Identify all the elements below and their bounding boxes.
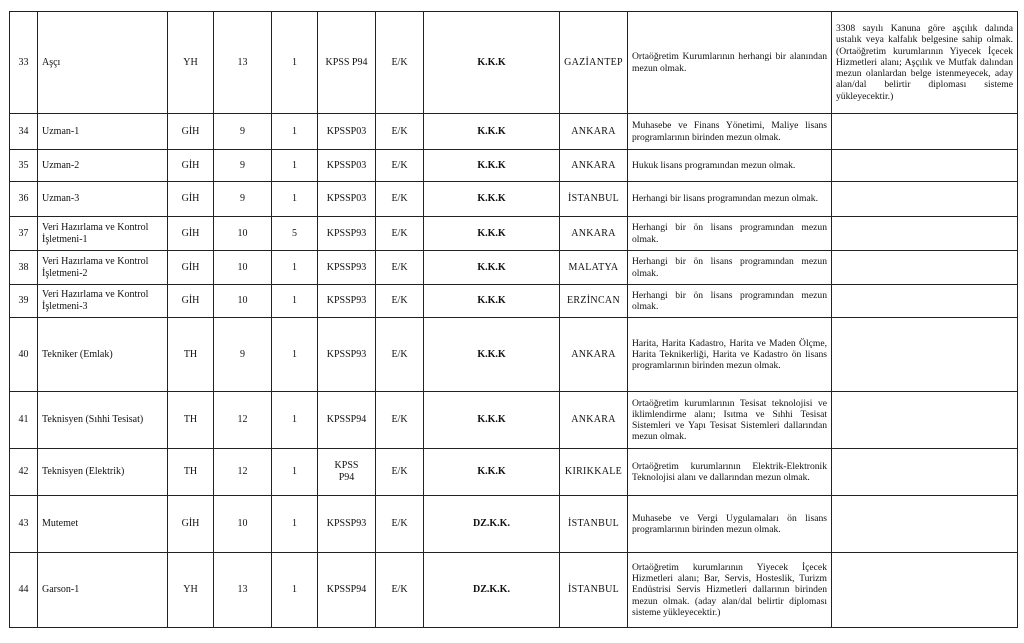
position-count: 1 bbox=[272, 285, 318, 318]
kpss-score-type: KPSS P94 bbox=[318, 449, 376, 496]
table-row bbox=[10, 251, 1018, 285]
service-class: GİH bbox=[168, 182, 214, 217]
gender: E/K bbox=[376, 449, 424, 496]
city: ANKARA bbox=[560, 318, 628, 392]
gender: E/K bbox=[376, 217, 424, 251]
gender: E/K bbox=[376, 553, 424, 628]
position-title: Uzman-3 bbox=[38, 182, 168, 217]
service-class: TH bbox=[168, 392, 214, 449]
gender: E/K bbox=[376, 496, 424, 553]
education-requirement: Muhasebe ve Vergi Uygulamaları ön lisans programlarının birinden mezun olmak. bbox=[628, 496, 832, 553]
table-row bbox=[10, 392, 1018, 449]
unit: K.K.K bbox=[424, 12, 560, 114]
additional-note bbox=[832, 318, 1018, 392]
positions-table bbox=[9, 11, 1018, 628]
position-count: 1 bbox=[272, 318, 318, 392]
service-class: GİH bbox=[168, 496, 214, 553]
table-row bbox=[10, 114, 1018, 150]
kpss-score-type: KPSSP93 bbox=[318, 217, 376, 251]
education-requirement: Ortaöğretim kurumlarının Yiyecek İçecek Hizmetleri alanı; Bar, Servis, Hosteslik, Turizm Endüstrisi Servis Hizmetleri dallarının birinden mezun olmak. (aday alan/dal belirtir diploması sisteme yükleyecektir.) bbox=[628, 553, 832, 628]
service-class: YH bbox=[168, 12, 214, 114]
position-title: Veri Hazırlama ve Kontrol İşletmeni-2 bbox=[38, 251, 168, 285]
education-requirement: Herhangi bir ön lisans programından mezun olmak. bbox=[628, 251, 832, 285]
row-number: 33 bbox=[10, 12, 38, 114]
unit: K.K.K bbox=[424, 150, 560, 182]
kpss-score-type: KPSSP94 bbox=[318, 553, 376, 628]
table-row bbox=[10, 496, 1018, 553]
additional-note bbox=[832, 449, 1018, 496]
unit: K.K.K bbox=[424, 251, 560, 285]
row-number: 34 bbox=[10, 114, 38, 150]
city: ANKARA bbox=[560, 150, 628, 182]
position-title: Teknisyen (Sıhhi Tesisat) bbox=[38, 392, 168, 449]
table-row bbox=[10, 182, 1018, 217]
grade: 10 bbox=[214, 496, 272, 553]
position-count: 1 bbox=[272, 251, 318, 285]
unit: K.K.K bbox=[424, 285, 560, 318]
position-title: Aşçı bbox=[38, 12, 168, 114]
unit: DZ.K.K. bbox=[424, 553, 560, 628]
gender: E/K bbox=[376, 285, 424, 318]
city: İSTANBUL bbox=[560, 553, 628, 628]
additional-note bbox=[832, 251, 1018, 285]
additional-note bbox=[832, 217, 1018, 251]
position-title: Uzman-2 bbox=[38, 150, 168, 182]
kpss-score-type: KPSSP93 bbox=[318, 251, 376, 285]
service-class: TH bbox=[168, 318, 214, 392]
position-title: Veri Hazırlama ve Kontrol İşletmeni-1 bbox=[38, 217, 168, 251]
kpss-score-type: KPSSP03 bbox=[318, 114, 376, 150]
row-number: 40 bbox=[10, 318, 38, 392]
city: İSTANBUL bbox=[560, 496, 628, 553]
city: KIRIKKALE bbox=[560, 449, 628, 496]
education-requirement: Ortaöğretim kurumlarının Elektrik-Elektronik Teknolojisi alanı ve dallarından mezun olmak. bbox=[628, 449, 832, 496]
grade: 9 bbox=[214, 318, 272, 392]
row-number: 41 bbox=[10, 392, 38, 449]
city: GAZİANTEP bbox=[560, 12, 628, 114]
position-count: 1 bbox=[272, 150, 318, 182]
grade: 9 bbox=[214, 150, 272, 182]
kpss-score-type: KPSSP93 bbox=[318, 285, 376, 318]
city: ANKARA bbox=[560, 217, 628, 251]
row-number: 38 bbox=[10, 251, 38, 285]
grade: 10 bbox=[214, 217, 272, 251]
education-requirement: Hukuk lisans programından mezun olmak. bbox=[628, 150, 832, 182]
city: MALATYA bbox=[560, 251, 628, 285]
row-number: 35 bbox=[10, 150, 38, 182]
education-requirement: Ortaöğretim kurumlarının Tesisat teknolojisi ve iklimlendirme alanı; Isıtma ve Sıhhi Tesisat Sistemleri ve Yapı Tesisat Sistemleri dallarından mezun olmak. bbox=[628, 392, 832, 449]
row-number: 37 bbox=[10, 217, 38, 251]
kpss-score-type: KPSS P94 bbox=[318, 12, 376, 114]
row-number: 39 bbox=[10, 285, 38, 318]
row-number: 43 bbox=[10, 496, 38, 553]
additional-note bbox=[832, 496, 1018, 553]
additional-note: 3308 sayılı Kanuna göre aşçılık dalında ustalık veya kalfalık belgesine sahip olmak. (Ortaöğretim kurumlarının Yiyecek İçecek Hizmetleri alanı; Aşçılık ve Mutfak dalından mezun olanlardan belge istenmeyecek, aday alan/dal belirtir diploması sisteme yükleyecektir.) bbox=[832, 12, 1018, 114]
education-requirement: Herhangi bir lisans programından mezun olmak. bbox=[628, 182, 832, 217]
grade: 10 bbox=[214, 285, 272, 318]
position-count: 5 bbox=[272, 217, 318, 251]
additional-note bbox=[832, 285, 1018, 318]
position-title: Veri Hazırlama ve Kontrol İşletmeni-3 bbox=[38, 285, 168, 318]
grade: 13 bbox=[214, 12, 272, 114]
grade: 12 bbox=[214, 392, 272, 449]
additional-note bbox=[832, 392, 1018, 449]
gender: E/K bbox=[376, 150, 424, 182]
gender: E/K bbox=[376, 182, 424, 217]
position-count: 1 bbox=[272, 114, 318, 150]
city: ANKARA bbox=[560, 392, 628, 449]
table-row bbox=[10, 318, 1018, 392]
additional-note bbox=[832, 553, 1018, 628]
position-count: 1 bbox=[272, 553, 318, 628]
service-class: YH bbox=[168, 553, 214, 628]
table-row bbox=[10, 449, 1018, 496]
gender: E/K bbox=[376, 318, 424, 392]
kpss-score-type: KPSSP03 bbox=[318, 150, 376, 182]
row-number: 36 bbox=[10, 182, 38, 217]
unit: K.K.K bbox=[424, 217, 560, 251]
grade: 12 bbox=[214, 449, 272, 496]
service-class: GİH bbox=[168, 150, 214, 182]
position-count: 1 bbox=[272, 12, 318, 114]
kpss-score-type: KPSSP94 bbox=[318, 392, 376, 449]
education-requirement: Ortaöğretim Kurumlarının herhangi bir alanından mezun olmak. bbox=[628, 12, 832, 114]
unit: K.K.K bbox=[424, 114, 560, 150]
grade: 10 bbox=[214, 251, 272, 285]
position-title: Teknisyen (Elektrik) bbox=[38, 449, 168, 496]
table-row bbox=[10, 150, 1018, 182]
education-requirement: Herhangi bir ön lisans programından mezun olmak. bbox=[628, 285, 832, 318]
gender: E/K bbox=[376, 12, 424, 114]
unit: K.K.K bbox=[424, 318, 560, 392]
city: İSTANBUL bbox=[560, 182, 628, 217]
education-requirement: Harita, Harita Kadastro, Harita ve Maden Ölçme, Harita Teknikerliği, Harita ve Kadastro ön lisans programlarının birinden mezun olmak. bbox=[628, 318, 832, 392]
position-title: Tekniker (Emlak) bbox=[38, 318, 168, 392]
unit: K.K.K bbox=[424, 182, 560, 217]
gender: E/K bbox=[376, 114, 424, 150]
position-count: 1 bbox=[272, 496, 318, 553]
table-row bbox=[10, 217, 1018, 251]
table-row bbox=[10, 285, 1018, 318]
kpss-score-type: KPSSP03 bbox=[318, 182, 376, 217]
additional-note bbox=[832, 150, 1018, 182]
additional-note bbox=[832, 182, 1018, 217]
kpss-score-type: KPSSP93 bbox=[318, 318, 376, 392]
city: ANKARA bbox=[560, 114, 628, 150]
position-count: 1 bbox=[272, 392, 318, 449]
grade: 9 bbox=[214, 114, 272, 150]
service-class: GİH bbox=[168, 217, 214, 251]
service-class: GİH bbox=[168, 285, 214, 318]
service-class: GİH bbox=[168, 114, 214, 150]
table-row bbox=[10, 12, 1018, 114]
unit: K.K.K bbox=[424, 392, 560, 449]
city: ERZİNCAN bbox=[560, 285, 628, 318]
service-class: GİH bbox=[168, 251, 214, 285]
grade: 9 bbox=[214, 182, 272, 217]
service-class: TH bbox=[168, 449, 214, 496]
gender: E/K bbox=[376, 392, 424, 449]
grade: 13 bbox=[214, 553, 272, 628]
additional-note bbox=[832, 114, 1018, 150]
education-requirement: Muhasebe ve Finans Yönetimi, Maliye lisans programlarının birinden mezun olmak. bbox=[628, 114, 832, 150]
position-title: Mutemet bbox=[38, 496, 168, 553]
unit: K.K.K bbox=[424, 449, 560, 496]
position-count: 1 bbox=[272, 182, 318, 217]
gender: E/K bbox=[376, 251, 424, 285]
table-row bbox=[10, 553, 1018, 628]
education-requirement: Herhangi bir ön lisans programından mezun olmak. bbox=[628, 217, 832, 251]
unit: DZ.K.K. bbox=[424, 496, 560, 553]
position-count: 1 bbox=[272, 449, 318, 496]
position-title: Uzman-1 bbox=[38, 114, 168, 150]
position-title: Garson-1 bbox=[38, 553, 168, 628]
kpss-score-type: KPSSP93 bbox=[318, 496, 376, 553]
row-number: 44 bbox=[10, 553, 38, 628]
row-number: 42 bbox=[10, 449, 38, 496]
